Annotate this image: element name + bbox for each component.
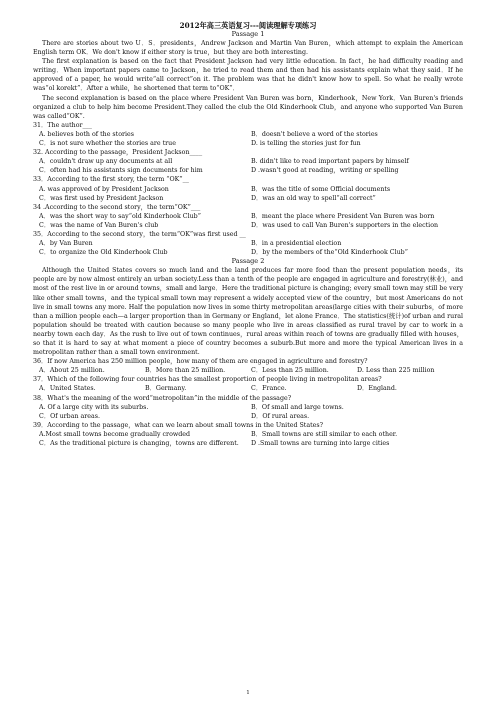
answer-option[interactable]: A．couldn't draw up any documents at all [39, 158, 173, 166]
passage-2-body [33, 266, 463, 357]
passage-2-questions [33, 357, 463, 448]
answer-option[interactable]: D. is telling the stories just for fun [251, 140, 361, 148]
answer-option[interactable]: B．meant the place where President Van Buren was born [251, 212, 435, 220]
answer-option[interactable]: C．Less than 25 million. [251, 367, 329, 375]
passage-2-heading: Passage 2 [231, 257, 265, 266]
passage-1-body [33, 39, 463, 121]
answer-option[interactable]: D .wasn't good at reading，writing or spelling [251, 167, 399, 175]
question-stem: 38．What's the meaning of the word“metropolitan”in the middle of the passage? [33, 394, 292, 402]
question-stem: 31．The author___ [33, 121, 92, 129]
question-stem: 33．According to the first story, the term “OK”__ [33, 176, 189, 184]
answer-option[interactable]: C．was the name of Van Buren's club [39, 221, 159, 229]
answer-options [33, 403, 463, 421]
answer-option[interactable]: D .Small towns are turning into large cities [251, 440, 390, 448]
answer-option[interactable]: C．often had his assistants sign documents for him [39, 167, 203, 175]
page-number: 1 [246, 690, 250, 696]
paragraph: There are stories about two U．S．presidents，Andrew Jackson and Martin Van Buren，which attempt to explain the American English term OK．We don't know if either story is true，but they are both interesting. [33, 40, 463, 57]
answer-option[interactable]: D．was used to call Van Buren's supporters in the election [251, 221, 439, 229]
answer-option[interactable]: A．by Van Buren [39, 240, 93, 248]
question-stem: 37．Which of the following four countries has the smallest proportion of people living in metropolitan areas? [33, 376, 382, 384]
paragraph: Although the United States covers so much land and the land produces far more food than the present population needs，its people are by now almost entirely an urban society.Less than a tenth of the people are engaged in agriculture and forestry(林业)，and most of the rest live in or around towns，small and large．Here the traditional picture is changing; every small town may still be very like other small towns，and the typical small town may represent a widely accepted view of the country，but most Americans do not live in small towns any more. Half the population now lives in some thirty metropolitan areas(large cities with their suburbs，of more than a million people each—a larger proportion than in Germany or England，let alone France．The statistics(统计)of urban and rural population should be treated with caution because so many people who live in areas classified as rural travel by car to work in a nearby town each day．As the rush to live out of town continues，rural areas within reach of towns are gradually filled with houses，so that it is hard to say at what moment a piece of country becomes a suburb.But more and more the typical American lives in a metropolitan rather than a small town environment. [33, 267, 463, 357]
answer-option[interactable]: A．United States. [39, 385, 96, 393]
answer-option[interactable]: B. didn't like to read important papers by himself [251, 158, 409, 166]
answer-option[interactable]: C．is not sure whether the stories are true [39, 140, 176, 148]
passage-1-questions [33, 121, 463, 257]
answer-options [33, 366, 463, 375]
paragraph: The second explanation is based on the place where President Van Buren was born，Kinderhook，New York．Van Buren's friends organized a club to help him become President.They called the club the Old Kinderhook Club，and anyone who supported Van Buren was called“OK”. [33, 94, 463, 120]
answer-option[interactable]: B．Of small and large towns. [251, 403, 344, 411]
answer-option[interactable]: A．was the short way to say“old Kinderhook Club” [39, 212, 201, 220]
answer-options [33, 239, 463, 257]
answer-options [33, 185, 463, 203]
answer-option[interactable]: A. Of a large city with its suburbs. [39, 403, 149, 411]
answer-option[interactable]: A.Most small towns become gradually crowded [39, 430, 191, 438]
answer-option[interactable]: A．About 25 million. [39, 367, 105, 375]
answer-option[interactable]: B．doesn't believe a word of the stories [251, 130, 378, 138]
answer-option[interactable]: A. was approved of by President Jackson [39, 185, 169, 193]
question-stem: 39．According to the passage，what can we learn about small towns in the United States? [33, 421, 323, 429]
answer-option[interactable]: B．More than 25 million. [145, 367, 226, 375]
answer-option[interactable]: D．by the members of the“Old Kinderhook Club” [251, 249, 408, 257]
answer-option[interactable]: D. Less than 225 million [357, 367, 435, 375]
answer-option[interactable]: C．As the traditional picture is changing，towns are different. [39, 440, 239, 448]
answer-option[interactable]: A. believes both of the stories [39, 130, 134, 138]
answer-option[interactable]: C．was first used by President Jackson [39, 194, 164, 202]
answer-option[interactable]: C．to organize the Old Kinderhook Club [39, 249, 168, 257]
answer-options [33, 430, 463, 448]
question-stem: 36．If now America has 250 million people，how many of them are engaged in agriculture and forestry? [33, 358, 368, 366]
question-stem: 35．According to the second story，the term“OK”was first used __ [33, 230, 246, 238]
answer-options [33, 212, 463, 230]
answer-option[interactable]: D．Of rural areas. [251, 412, 310, 420]
answer-options [33, 384, 463, 393]
answer-option[interactable]: B．Germany. [145, 385, 187, 393]
question-stem: 32. According to the passage，President Jackson____ [33, 149, 203, 157]
answer-option[interactable]: D．England. [357, 385, 397, 393]
document-page [33, 21, 463, 448]
question-stem: 34 .According to the second story，the term“OK”___ [33, 203, 201, 211]
answer-option[interactable]: B．was the title of some Official documents [251, 185, 391, 193]
passage-1-heading: Passage 1 [231, 30, 265, 38]
answer-option[interactable]: C．Of urban areas. [39, 412, 100, 420]
paragraph: The first explanation is based on the fact that President Jackson had very little education. In fact，he had difficulty reading and writing．When important papers came to Jackson，he tried to read them and then had his assistants explain what they said．If he approved of a paper, he would write“all correct”on it. The problem was that he didn't know how to spell. So what he really wrote was“ol korekt”．After a while，he shortened that term to“OK”． [33, 58, 463, 93]
answer-option[interactable]: D．was an old way to spell“all correct” [251, 194, 376, 202]
answer-options [33, 157, 463, 175]
document-title: 2012年高三英语复习---阅读理解专项练习 [179, 21, 317, 30]
answer-option[interactable]: C．France. [251, 385, 287, 393]
answer-option[interactable]: B．in a presidential election [251, 240, 342, 248]
answer-options [33, 130, 463, 148]
answer-option[interactable]: B．Small towns are still similar to each other. [251, 430, 398, 438]
